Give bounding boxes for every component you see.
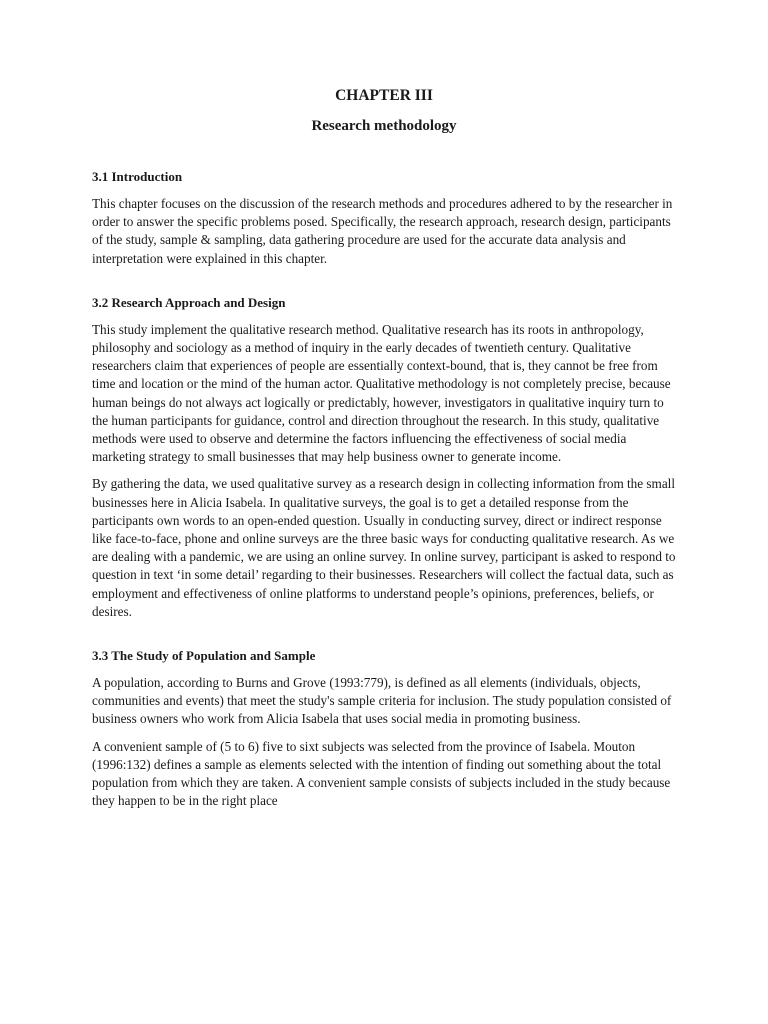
section-heading: 3.2 Research Approach and Design (92, 294, 286, 310)
paragraph: A convenient sample of (5 to 6) five to sixt subjects was selected from the province of Isabela. Mouton (1996:132) defines a sample as elements selected with the intention of finding out something about the total population from which they are taken. A convenient sample consists of subjects included in the study because they happen to be in the right place (92, 738, 671, 809)
chapter-subtitle: Research methodology (311, 118, 457, 134)
section-introduction (92, 168, 676, 268)
section-population-sample (92, 647, 676, 810)
paragraph: This study implement the qualitative research method. Qualitative research has its roots in anthropology, philosophy and sociology as a method of inquiry in the early decades of twentieth century. Qualitative researchers claim that experiences of people are essentially context-bound, that is, they cannot be free from time and location or the mind of the human actor. Qualitative methodology is not completely precise, because human beings do not always act logically or predictably, however, investigators in qualitative inquiry turn to the human participants for guidance, control and direction throughout the research. In this study, qualitative methods were used to observe and determine the factors influencing the effectiveness of social media marketing strategy to small businesses that may help business owner to generate income. (92, 321, 671, 465)
section-heading: 3.1 Introduction (92, 169, 183, 184)
section-heading: 3.3 The Study of Population and Sample (92, 648, 316, 664)
document-page (92, 86, 676, 838)
paragraph: By gathering the data, we used qualitative survey as a research design in collecting information from the small businesses here in Alicia Isabela. In qualitative surveys, the goal is to get a detailed response from the participants own words to an open-ended question. Usually in conducting survey, direct or indirect response like face-to-face, phone and online surveys are the three basic ways for conducting qualitative research. As we are dealing with a pandemic, we are using an online survey. In online survey, participant is asked to respond to question in text ‘in some detail’ regarding to their businesses. Researchers will collect the factual data, such as employment and effectiveness of online platforms to understand people’s opinions, preferences, beliefs, or desires. (92, 476, 676, 619)
section-research-approach (92, 294, 676, 621)
paragraph: A population, according to Burns and Grove (1993:779), is defined as all elements (individuals, objects, communities and events) that meet the study's sample criteria for inclusion. The study population consisted of business owners who work from Alicia Isabela that uses social media in promoting business. (92, 675, 672, 727)
paragraph: This chapter focuses on the discussion of the research methods and procedures adhered to by the researcher in order to answer the specific problems posed. Specifically, the research approach, research design, participants of the study, sample & sampling, data gathering procedure are used for the accurate data analysis and interpretation were explained in this chapter. (92, 196, 673, 266)
chapter-title: CHAPTER III (335, 87, 433, 104)
